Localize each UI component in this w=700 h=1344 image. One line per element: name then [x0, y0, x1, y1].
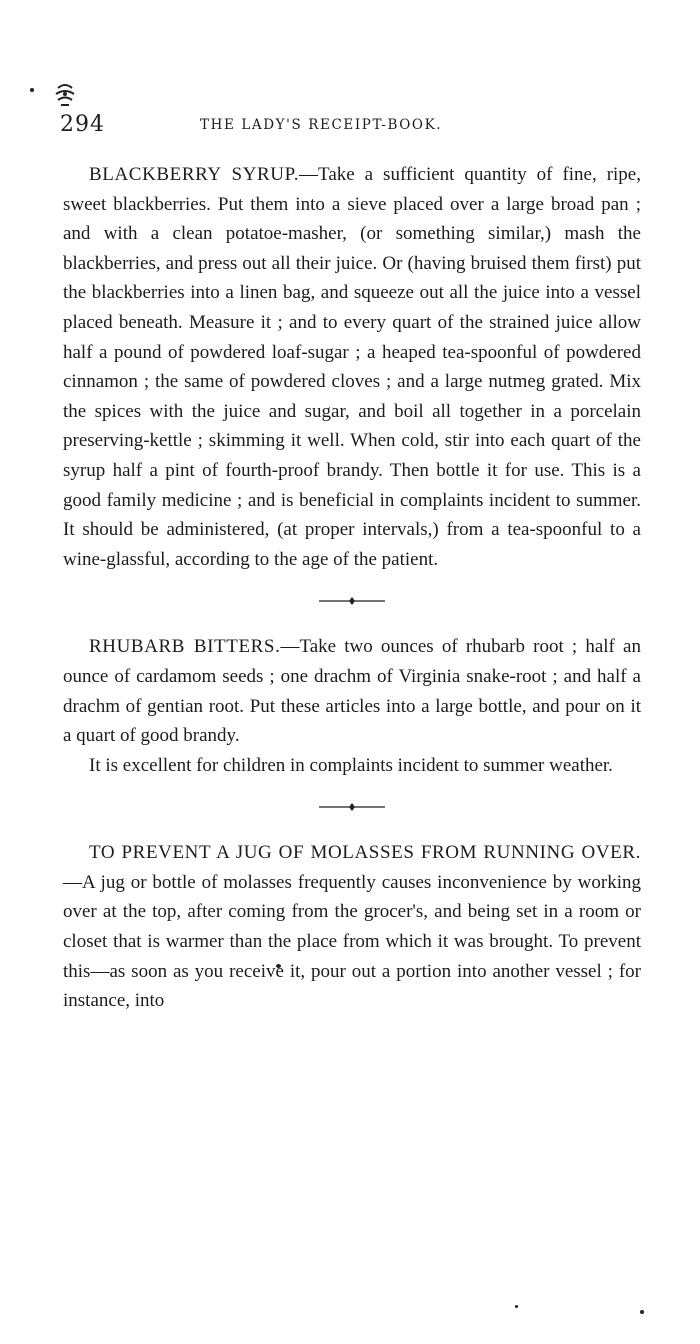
recipe-rhubarb-bitters	[63, 632, 641, 750]
recipe-text: —Take a sufficient quantity of fine, ripe, sweet blackberries. Put them into a sieve placed over a large broad pan ; and with a clean potatoe-masher, (or something similar,) mash the blackberries, and press out all their juice. Or (having bruised them first) put the blackberries into a linen bag, and squeeze out all the juice into a vessel placed beneath. Measure it ; and to every quart of the strained juice allow half a pound of powdered loaf-sugar ; a heaped tea-spoonful of powdered cinnamon ; the same of powdered cloves ; and a large nutmeg grated. Mix the spices with the juice and sugar, and boil all together in a porcelain preserving-kettle ; skimming it well. When cold, stir into each quart of the syrup half a pint of fourth-proof brandy. Then bottle it for use. This is a good family medicine ; and is beneficial in complaints incident to summer. It should be administered, (at proper intervals,) from a tea-spoonful to a wine-glassful, according to the age of the patient.	[63, 164, 641, 570]
ink-speck	[640, 1310, 644, 1314]
recipe-text: —Take two ounces of rhubarb root ; half an ounce of cardamom seeds ; one drachm of Virginia snake-root ; and half a drachm of gentian root. Put these articles into a large bottle, and pour on it a quart of good brandy.	[63, 636, 641, 747]
running-head: THE LADY'S RECEIPT-BOOK.	[200, 117, 443, 133]
recipe-note: It is excellent for children in complaints incident to summer weather.	[89, 754, 613, 776]
recipe-title: TO PREVENT A JUG OF MOLASSES FROM RUNNING OVER.	[89, 842, 641, 864]
recipe-title: RHUBARB BITTERS.	[89, 636, 281, 658]
section-divider	[63, 780, 641, 838]
recipe-title: BLACKBERRY SYRUP.	[89, 164, 300, 185]
page-number: 294	[60, 112, 105, 137]
recipe-blackberry-syrup	[63, 160, 641, 574]
ink-speck	[30, 88, 34, 92]
page-body	[63, 160, 641, 1016]
ink-speck	[515, 1305, 518, 1308]
section-divider	[63, 574, 641, 632]
recipe-text: —A jug or bottle of molasses frequently causes inconvenience by working over at the top, after coming from the grocer's, and being set in a room or closet that is warmer than the place from which it was brought. To prevent this—as soon as you receive it, pour out a portion into another vessel ; for instance, into	[63, 871, 641, 1012]
ornament-icon	[52, 82, 78, 108]
recipe-molasses-jug	[63, 838, 641, 1016]
